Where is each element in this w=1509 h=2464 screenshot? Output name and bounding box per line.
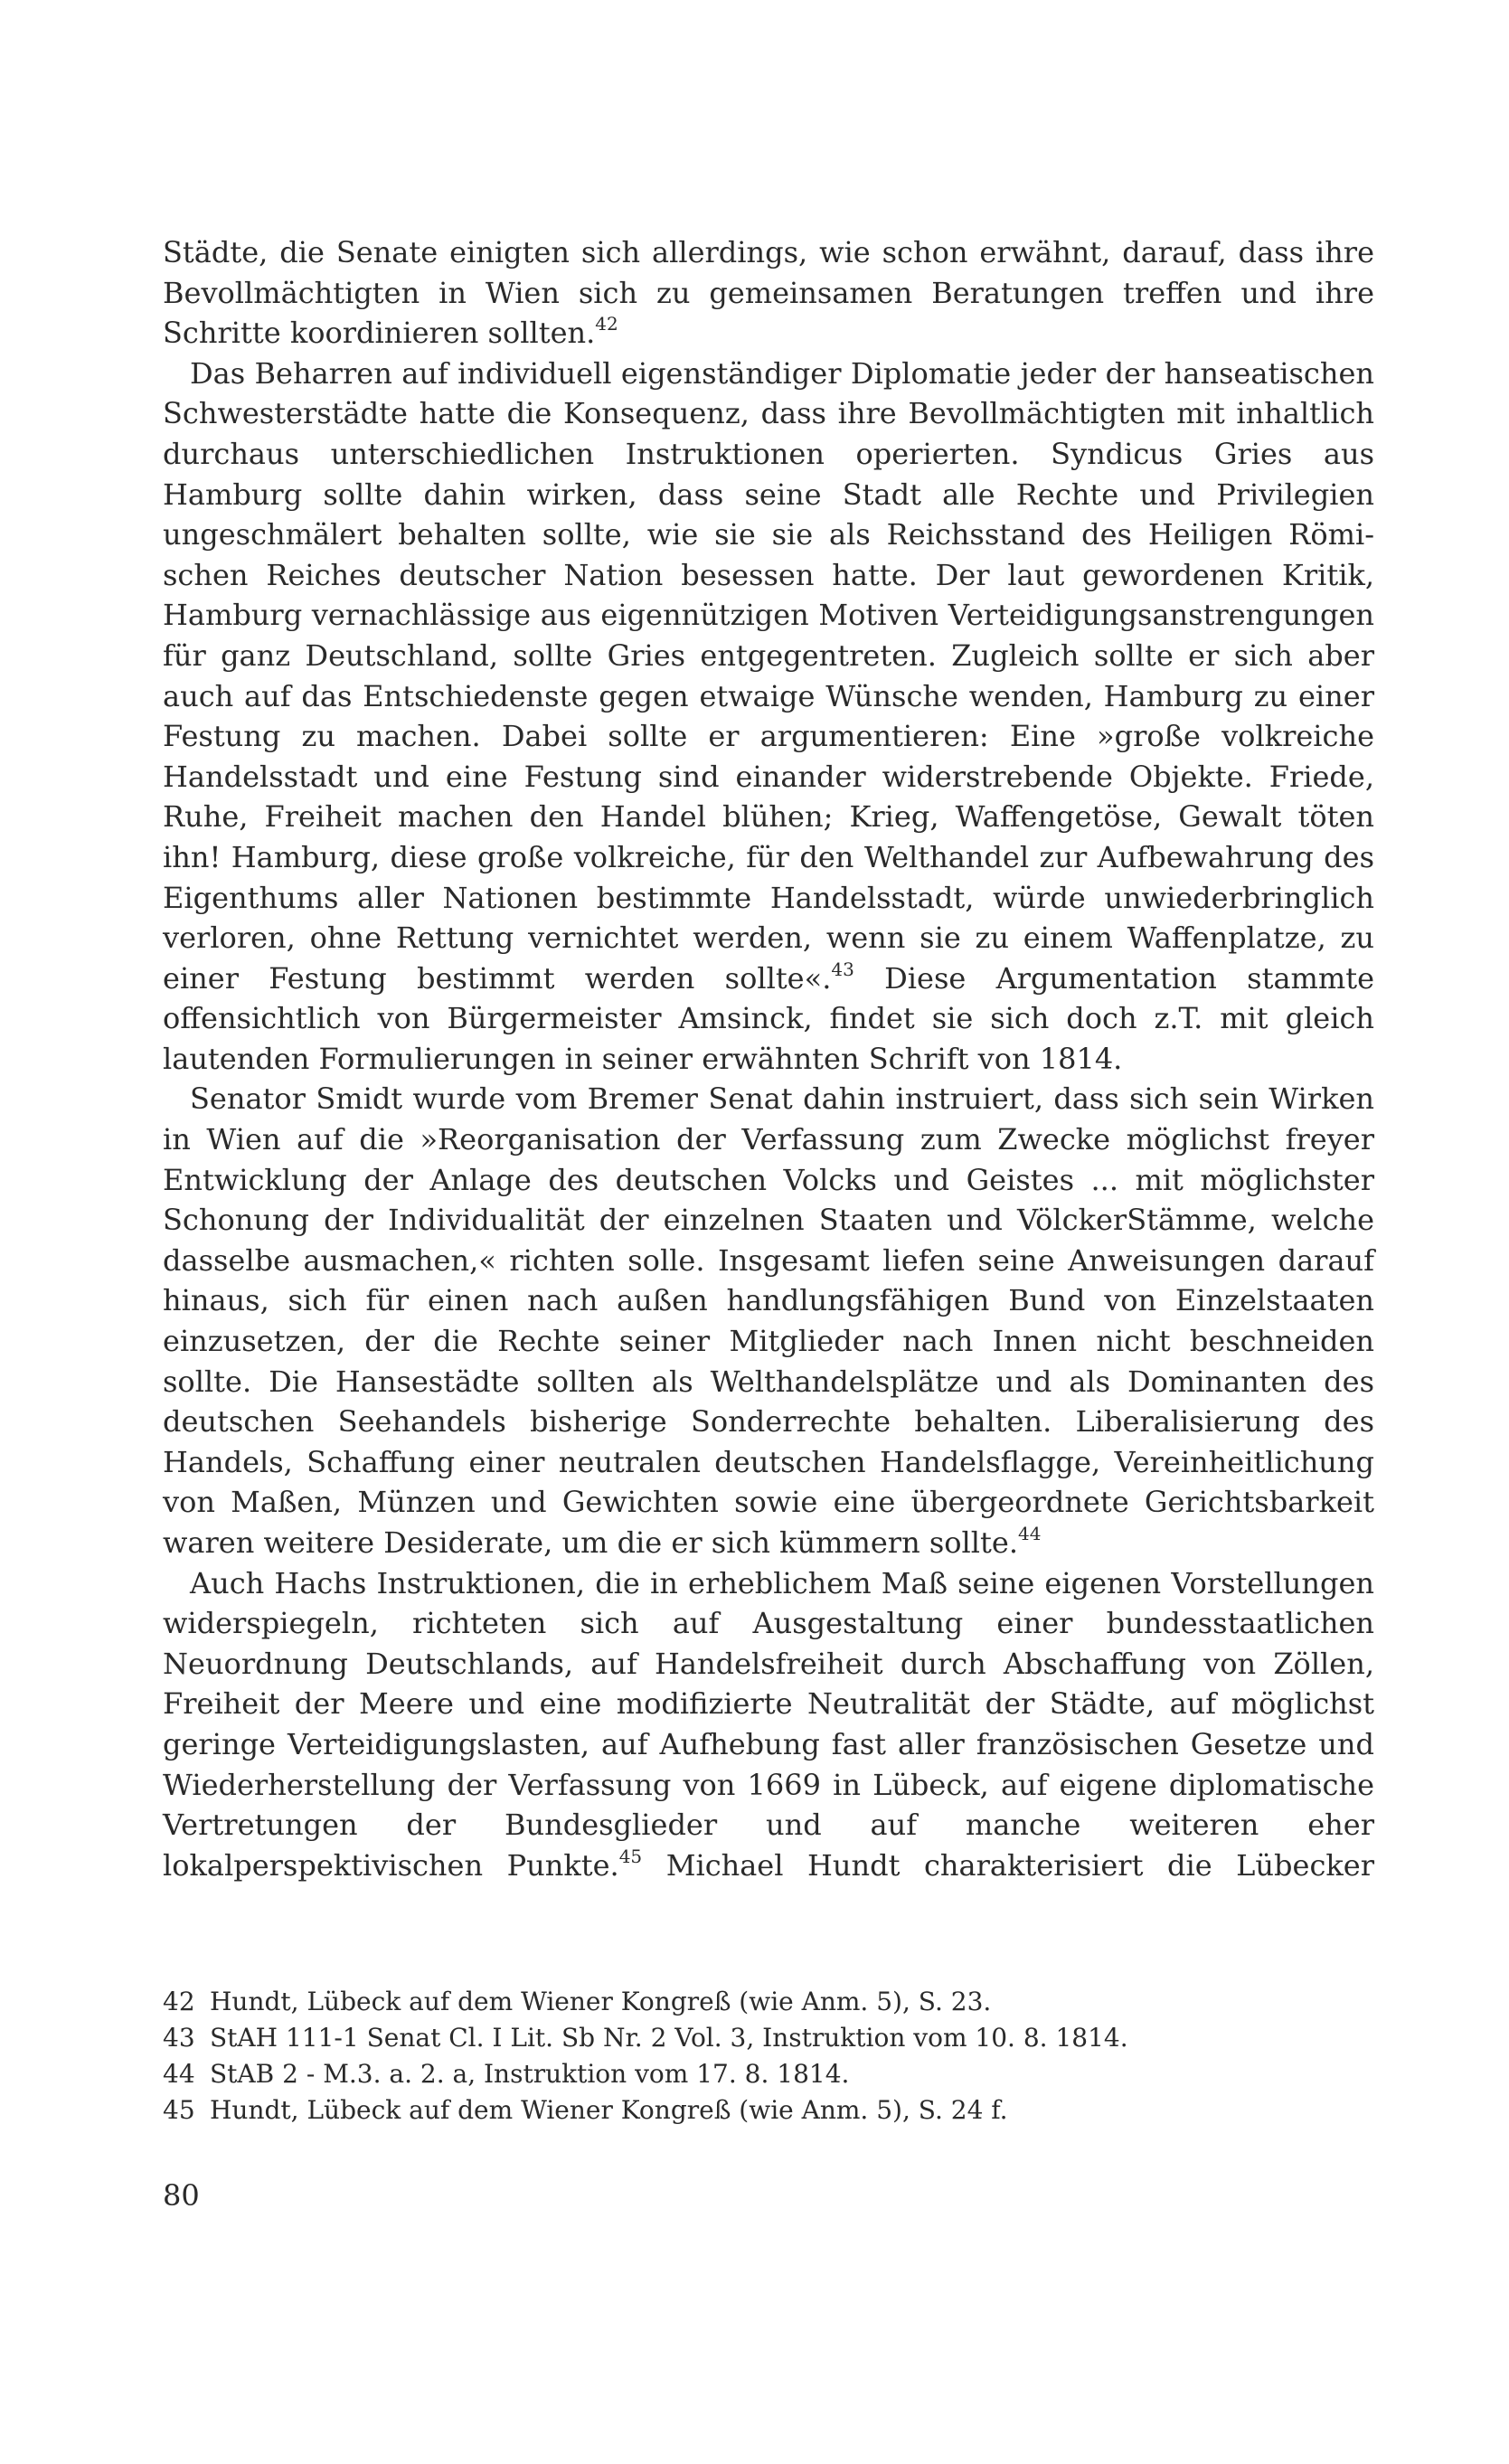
footnote-42 [163,1984,1374,2020]
footnote-ref-42: 42 [595,313,618,335]
paragraph-2 [163,354,1374,1080]
paragraph-text: Diese Argumentation stammte offensichtlich von Bürgermeister Amsinck, findet sie sich doch z.T. mit gleich lautenden Formulierungen in seiner erwähnten Schrift von 1814. [163,960,1375,1076]
page-number: 80 [163,2178,200,2213]
paragraph-text: Senator Smidt wurde vom Bremer Senat dahin instruiert, dass sich sein Wirken in Wien auf die »Reorganisation der Verfassung zum Zwecke möglichst freyer Entwicklung der Anlage des deutschen Volcks und Geistes ... mit möglichster Schonung der Individualität der einzelnen Staaten und VölckerStämme, welche dasselbe ausmachen,« richten solle. Insgesamt liefen seine Anweisungen darauf hinaus, sich für einen nach außen handlungsfähigen Bund von Einzelstaaten einzusetzen, der die Rechte seiner Mitglieder nach Innen nicht beschneiden sollte. Die Hansestädte sollten als Welthandelsplätze und als Dominanten des deutschen Seehandels bisherige Sonderrechte behalten. Liberalisierung des Handels, Schaffung einer neutralen deutschen Handelsflagge, Vereinheitlichung von Maßen, Münzen und Gewichten sowie eine übergeordnete Gerichtsbarkeit waren weitere Desiderate, um die er sich kümmern sollte. [163,1081,1374,1560]
footnote-number: 42 [163,1987,195,2016]
paragraph-3 [163,1079,1374,1562]
paragraph-text: Michael Hundt charakterisiert die Lübecker [642,1847,1374,1883]
footnote-43 [163,2020,1374,2056]
body-text [163,232,1374,1885]
footnote-ref-45: 45 [618,1845,643,1867]
footnote-text: Hundt, Lübeck auf dem Wiener Kongreß (wie Anm. 5), S. 24 f. [210,2095,1008,2125]
footnote-number: 44 [163,2059,195,2089]
paragraph-text: Städte, die Senate einigten sich allerdings, wie schon erwähnt, darauf, dass ihre Bevollmächtigten in Wien sich zu gemeinsamen Beratungen treffen und ihre Schritte koordinieren sollten. [163,235,1374,351]
paragraph-1 [163,232,1374,354]
footnote-number: 45 [163,2095,195,2125]
footnote-text: Hundt, Lübeck auf dem Wiener Kongreß (wie Anm. 5), S. 23. [210,1987,992,2016]
footnote-text: StAB 2 - M.3. a. 2. a, Instruktion vom 17. 8. 1814. [210,2059,850,2089]
paragraph-text: Auch Hachs Instruktionen, die in erheblichem Maß seine eigenen Vorstellungen widerspiegeln, richteten sich auf Ausgestaltung einer bundesstaatlichen Neuordnung Deutschlands, auf Handelsfreiheit durch Abschaffung von Zöllen, Freiheit der Meere und eine modifizierte Neutralität der Städte, auf möglichst geringe Verteidigungslasten, auf Aufhebung fast aller französischen Gesetze und Wiederherstellung der Verfassung von 1669 in Lübeck, auf eigene diplomatische Vertretungen der Bundesglieder und auf manche weiteren eher lokalperspektivischen Punkte. [163,1565,1374,1883]
footnote-ref-44: 44 [1017,1523,1042,1544]
footnote-ref-43: 43 [831,958,854,980]
paragraph-4 [163,1563,1374,1886]
footnote-number: 43 [163,2023,195,2053]
footnote-45 [163,2092,1374,2129]
footnote-text: StAH 111-1 Senat Cl. I Lit. Sb Nr. 2 Vol. 3, Instruktion vom 10. 8. 1814. [210,2023,1128,2053]
paragraph-text: Das Beharren auf individuell eigenständiger Diplomatie jeder der hanseatischen Schwesterstädte hatte die Konsequenz, dass ihre Bevollmächtigten mit inhaltlich durchaus unterschiedlichen Instruktionen operierten. Syndicus Gries aus Hamburg sollte dahin wirken, dass seine Stadt alle Rechte und Privilegien ungeschmälert behalten sollte, wie sie sie als Reichsstand des Heiligen Römischen Reiches deutscher Nation besessen hatte. Der laut gewordenen Kritik, Hamburg vernachlässige aus eigennützigen Motiven Verteidigungsanstrengungen für ganz Deutschland, sollte Gries entgegentreten. Zugleich sollte er sich aber auch auf das Entschiedenste gegen etwaige Wünsche wenden, Hamburg zu einer Festung zu machen. Dabei sollte er argumentieren: Eine »große volkreiche Handelsstadt und eine Festung sind einander widerstrebende Objekte. Friede, Ruhe, Freiheit machen den Handel blühen; Krieg, Waffengetöse, Gewalt töten ihn! Hamburg, diese große volkreiche, für den Welthandel zur Aufbewahrung des Eigenthums aller Nationen bestimmte Handelsstadt, würde unwiederbringlich verloren, ohne Rettung vernichtet werden, wenn sie zu einem Waffenplatze, zu einer Festung bestimmt werden sollte«. [163,355,1374,996]
footnote-44 [163,2056,1374,2092]
footnotes [163,1984,1374,2129]
